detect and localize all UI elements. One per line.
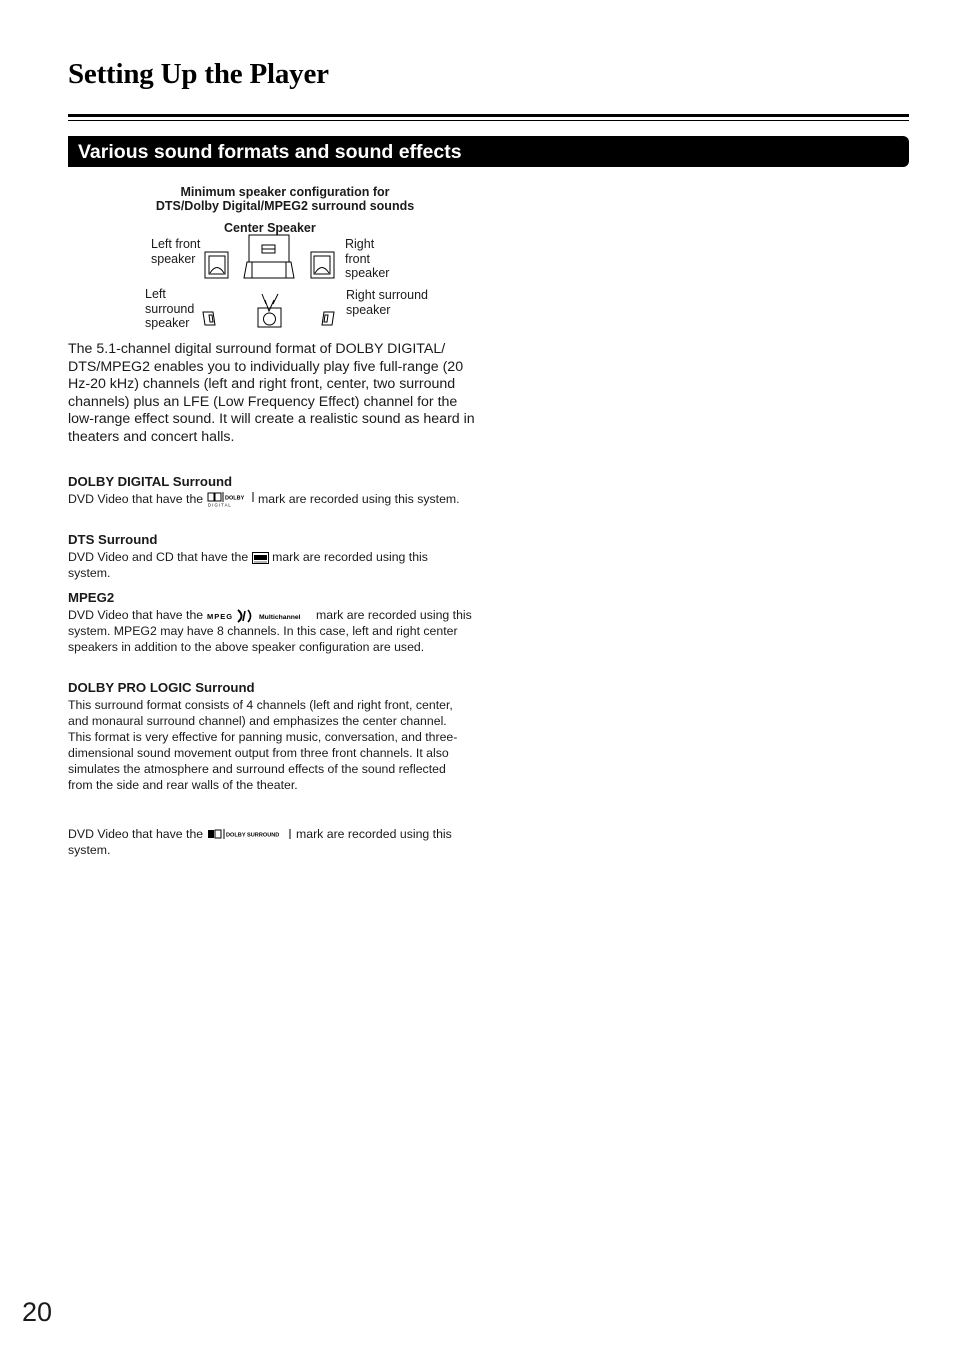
dolby-surround-note (68, 826, 473, 858)
text-after-mark: mark are recorded using this system. MPEG2 may have 8 channels. In this case, left and right center speakers in addition to the above speaker configuration are used. (68, 608, 472, 654)
title-rule-thick (68, 114, 909, 117)
left-front-speaker-label (151, 237, 200, 266)
left-surround-speaker-label (145, 287, 194, 331)
dts-logo-icon (252, 552, 269, 564)
right-front-speaker-icon (311, 252, 334, 278)
diagram-caption (135, 185, 435, 213)
left-surround-speaker-icon (203, 312, 215, 325)
dolby-digital-logo-sub: D I G I T A L (207, 502, 231, 508)
speaker-layout-diagram (195, 228, 345, 333)
diagram-caption-line1: Minimum speaker configuration for (180, 185, 390, 199)
section-title: Various sound formats and sound effects (78, 141, 462, 163)
dolby-digital-text (68, 491, 473, 507)
dolby-pro-logic-heading: DOLBY PRO LOGIC Surround (68, 680, 255, 695)
dolby-surround-logo-word: DOLBY SURROUND (225, 832, 279, 839)
label-line: Right (345, 237, 375, 251)
right-front-speaker-label (345, 237, 389, 281)
label-line: surround (145, 301, 195, 316)
dolby-digital-heading: DOLBY DIGITAL Surround (68, 474, 233, 489)
dolby-digital-logo-icon (207, 492, 255, 507)
text-before-mark: DVD Video and CD that have the (68, 550, 249, 564)
dolby-digital-logo-word: DOLBY (224, 495, 244, 502)
title-rule-thin (68, 120, 909, 121)
label-line: speaker (151, 251, 196, 266)
center-speaker-icon (244, 235, 294, 278)
text-after-mark: mark are recorded using this system. (68, 827, 452, 857)
label-line: front (345, 251, 371, 266)
text-after-mark: mark are recorded using this system. (257, 492, 460, 506)
text-after-mark: mark are recorded using this system. (68, 550, 428, 580)
mpeg2-text (68, 607, 473, 655)
right-surround-speaker-label (346, 288, 428, 317)
dts-heading: DTS Surround (68, 532, 158, 547)
listener-icon (258, 294, 281, 327)
mpeg2-heading: MPEG2 (68, 590, 115, 605)
label-line: speaker (145, 316, 190, 330)
label-line: speaker (346, 302, 391, 317)
mpeg-logo-word: MPEG (206, 611, 233, 621)
text-before-mark: DVD Video that have the (68, 608, 204, 622)
multichannel-logo-word: Multichannel (258, 613, 301, 621)
label-line: Right surround (346, 288, 428, 302)
page-title: Setting Up the Player (68, 58, 329, 90)
label-line: Left (145, 287, 166, 301)
label-line: Left front (151, 237, 201, 251)
dolby-pro-logic-text: This surround format consists of 4 channels (left and right front, center, and monaural surround channel) and emphasizes the center channel. This format is very effective for panning music, conversation, and three-dimensional sound movement output from three front channels. It also simulates the atmosphere and surround effects of the sound reflected from the side and rear walls of the theater. (68, 698, 458, 792)
right-surround-speaker-icon (322, 312, 334, 325)
mpeg-multichannel-logo-icon (207, 609, 313, 623)
left-front-speaker-icon (205, 252, 228, 278)
label-line: speaker (345, 266, 390, 280)
intro-paragraph: The 5.1-channel digital surround format of DOLBY DIGITAL/ DTS/MPEG2 enables you to individually play five full-range (20 Hz-20 kHz) channels (left and right front, center, two surround channels) plus an LFE (Low Frequency Effect) channel for the low-range effect sound. It will create a realistic sound as heard in theaters and concert halls. (68, 341, 475, 445)
dts-text (68, 549, 473, 581)
center-speaker-label: Center Speaker (224, 221, 316, 235)
text-before-mark: DVD Video that have the (68, 492, 204, 506)
dolby-surround-logo-icon (207, 829, 293, 840)
diagram-caption-line2: DTS/Dolby Digital/MPEG2 surround sounds (155, 199, 415, 213)
text-before-mark: DVD Video that have the (68, 827, 204, 841)
page-number: 20 (22, 1297, 53, 1327)
